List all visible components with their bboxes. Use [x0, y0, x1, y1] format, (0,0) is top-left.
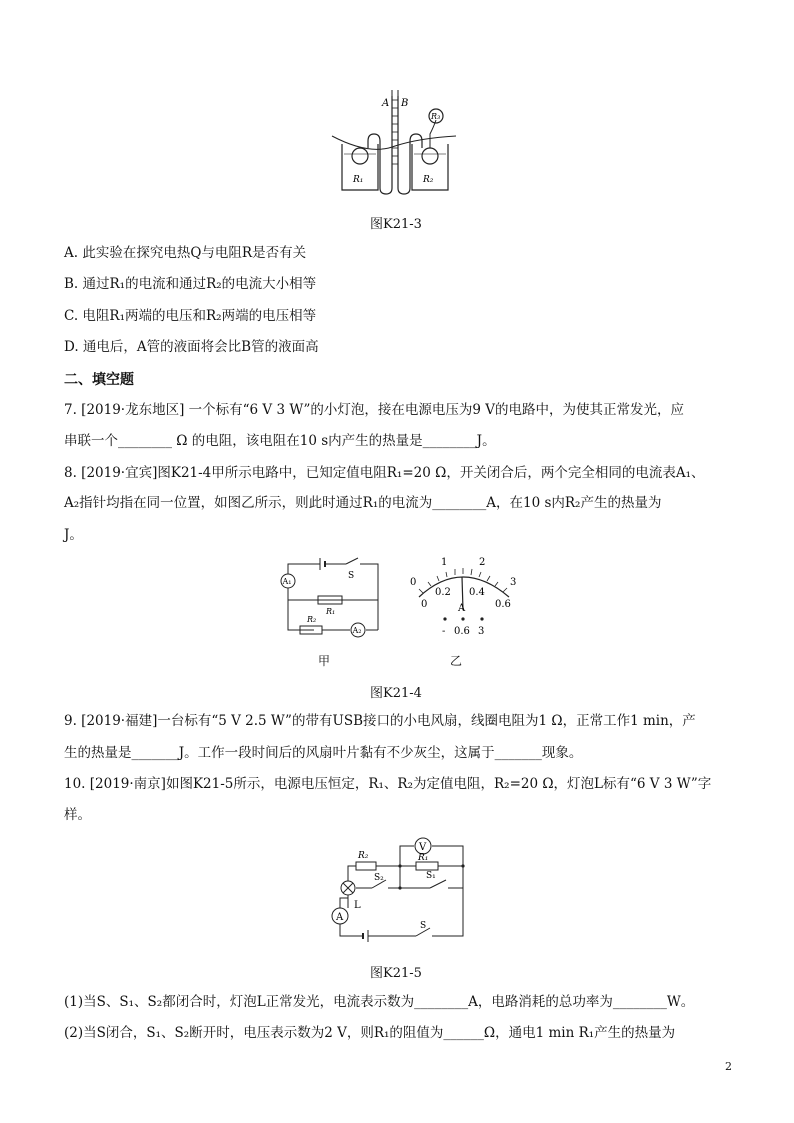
- resistor-r1-label: R₁: [418, 853, 429, 863]
- ammeter-a1-label: A₁: [282, 577, 292, 586]
- voltmeter-label: V: [419, 842, 427, 853]
- scale-bottom-2: 0.4: [469, 587, 485, 598]
- option-d: D. 通电后，A管的液面将会比B管的液面高: [64, 339, 319, 355]
- q8-line-1: 8. [2019·宜宾]图K21-4甲所示电路中，已知定值电阻R₁=20 Ω，开关闭合后，两个完全相同的电流表A₁、: [64, 465, 705, 481]
- q9-line-2: 生的热量是_______J。工作一段时间后的风扇叶片黏有不少灰尘，这属于_______现象。: [64, 745, 583, 761]
- resistor-r2-label: R₂: [307, 615, 317, 624]
- option-a: A. 此实验在探究电热Q与电阻R是否有关: [64, 245, 307, 261]
- figure-caption-k21-4: 图K21-4: [370, 686, 422, 701]
- figure-k21-4-label-yi: 乙: [450, 654, 463, 668]
- q9-line-1: 9. [2019·福建]一台标有“5 V 2.5 W”的带有USB接口的小电风扇，线圈电阻为1 Ω，正常工作1 min，产: [64, 713, 696, 729]
- figure-k21-5-circuit: [328, 836, 468, 946]
- ammeter-label: A: [336, 912, 344, 923]
- page-number: 2: [725, 1060, 732, 1073]
- scale-top-2: 2: [479, 557, 486, 568]
- lamp-l-label: L: [354, 900, 361, 911]
- q10-sub-2: (2)当S闭合，S₁、S₂断开时，电压表示数为2 V，则R₁的阻值为______Ω，通电1 min R₁产生的热量为: [64, 1025, 676, 1041]
- terminal-06: 0.6: [454, 626, 470, 637]
- scale-bottom-0: 0: [421, 599, 428, 610]
- tube-b-label: B: [401, 98, 409, 109]
- q10-sub-1: (1)当S、S₁、S₂都闭合时，灯泡L正常发光，电流表示数为________A，电路消耗的总功率为________W。: [64, 994, 695, 1010]
- tube-a-label: A: [382, 98, 390, 109]
- switch-s1-label: S₁: [426, 871, 436, 881]
- scale-top-3: 3: [510, 577, 517, 588]
- option-b: B. 通过R₁的电流和通过R₂的电流大小相等: [64, 276, 317, 292]
- figure-caption-k21-5: 图K21-5: [370, 966, 422, 981]
- terminal-3: 3: [478, 626, 485, 637]
- scale-bottom-1: 0.2: [435, 587, 451, 598]
- q7-line-2: 串联一个________ Ω 的电阻，该电阻在10 s内产生的热量是________J。: [64, 433, 496, 449]
- option-c: C. 电阻R₁两端的电压和R₂两端的电压相等: [64, 308, 317, 324]
- figure-k21-3: [330, 86, 460, 196]
- r2-label: R₂: [423, 175, 434, 185]
- meter-unit: A: [458, 603, 466, 614]
- scale-top-0: 0: [410, 577, 417, 588]
- scale-bottom-3: 0.6: [495, 599, 511, 610]
- figure-k21-4-circuit: [270, 552, 385, 667]
- terminal-minus: -: [442, 626, 446, 637]
- resistor-r2-label: R₂: [358, 851, 369, 861]
- r3-label: R₃: [431, 112, 441, 121]
- switch-s-label: S: [348, 571, 355, 581]
- figure-k21-4-label-jia: 甲: [318, 654, 331, 668]
- figure-caption-k21-3: 图K21-3: [370, 217, 422, 232]
- section-title: 二、填空题: [64, 372, 134, 388]
- switch-s-label: S: [420, 921, 427, 931]
- q7-line-1: 7. [2019·龙东地区] 一个标有“6 V 3 W”的小灯泡，接在电源电压为9 V的电路中，为使其正常发光，应: [64, 402, 685, 418]
- figure-k21-4-meter: [405, 555, 525, 640]
- r1-label: R₁: [353, 175, 364, 185]
- q8-line-2: A₂指针均指在同一位置，如图乙所示，则此时通过R₁的电流为________A，在10 s内R₂产生的热量为: [64, 495, 662, 511]
- resistor-r1-label: R₁: [326, 607, 336, 616]
- switch-s2-label: S₂: [374, 873, 384, 883]
- q10-line-2: 样。: [64, 807, 91, 823]
- q10-line-1: 10. [2019·南京]如图K21-5所示，电源电压恒定，R₁、R₂为定值电阻，R₂=20 Ω，灯泡L标有“6 V 3 W”字: [64, 776, 712, 792]
- ammeter-a2-label: A₂: [352, 626, 362, 635]
- q8-line-3: J。: [64, 527, 83, 543]
- scale-top-1: 1: [441, 557, 448, 568]
